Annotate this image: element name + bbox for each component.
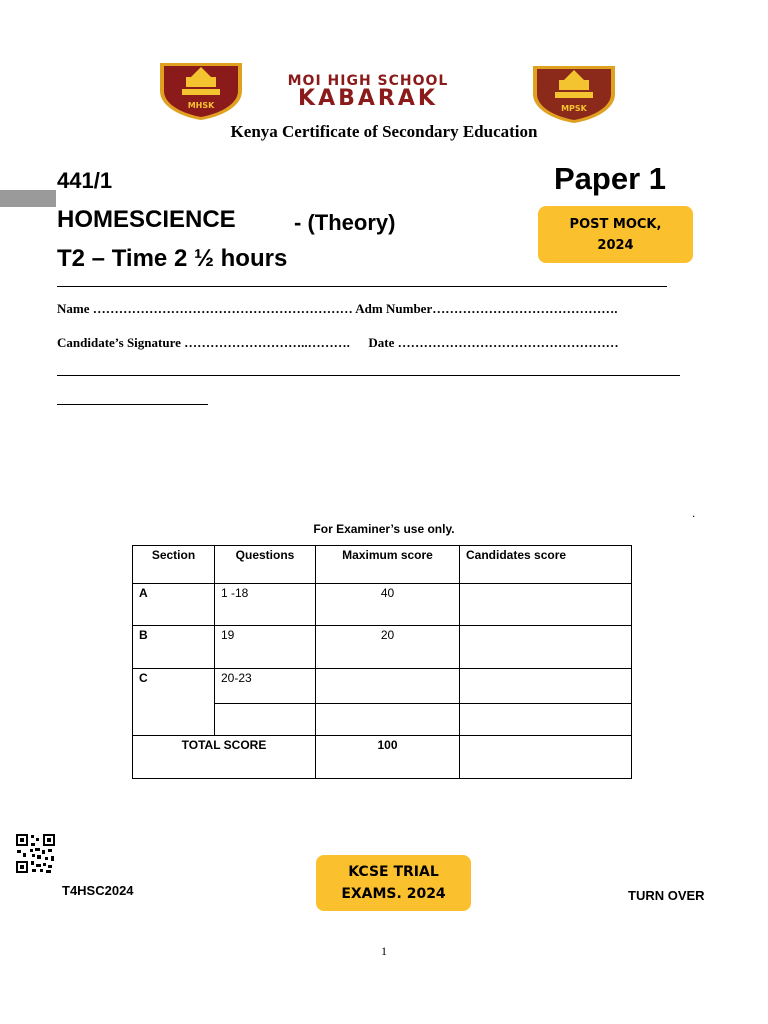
- row-c-candidate-score[interactable]: [460, 669, 632, 704]
- kcse-trial-badge: [316, 855, 471, 911]
- table-total-row: [133, 736, 632, 779]
- row-b-candidate-score[interactable]: [460, 626, 632, 669]
- table-row: [133, 584, 632, 626]
- adm-number-field[interactable]: …………………………………….: [432, 301, 618, 316]
- school-name-line2: KABARAK: [298, 86, 438, 111]
- post-mock-badge-line2: 2024: [597, 238, 634, 253]
- row-c-max: [316, 669, 460, 704]
- post-mock-badge: [538, 206, 693, 263]
- name-field-row: [57, 301, 617, 317]
- table-row: [133, 626, 632, 669]
- exam-time: T2 – Time 2 ½ hours: [57, 245, 288, 272]
- date-label: Date: [368, 335, 395, 350]
- examiner-caption: For Examiner’s use only.: [313, 522, 455, 536]
- crest-right-icon: [531, 64, 617, 124]
- signature-field-row: [57, 335, 619, 351]
- header-candidates-score: Candidates score: [460, 546, 632, 584]
- total-max-score: 100: [316, 736, 460, 779]
- row-c-questions: 20-23: [215, 669, 316, 704]
- short-rule: [57, 404, 208, 405]
- turn-over-label: TURN OVER: [628, 888, 705, 903]
- name-field[interactable]: ……………………………………………………: [92, 301, 353, 316]
- row-c2-candidate-score[interactable]: [460, 704, 632, 736]
- certificate-title: Kenya Certificate of Secondary Education: [230, 122, 538, 141]
- svg-text:MPSK: MPSK: [561, 104, 587, 113]
- svg-text:MHSK: MHSK: [187, 101, 215, 110]
- school-name: [272, 74, 464, 110]
- row-c2-max: [316, 704, 460, 736]
- page-number: 1: [381, 944, 387, 958]
- date-field[interactable]: ……………………………………………: [397, 335, 619, 350]
- row-a-candidate-score[interactable]: [460, 584, 632, 626]
- row-a-questions: 1 -18: [215, 584, 316, 626]
- paper-label: Paper 1: [554, 161, 667, 196]
- side-tab-marker: [0, 190, 56, 207]
- paper-code: 441/1: [57, 168, 113, 193]
- adm-label: Adm Number: [355, 301, 433, 316]
- row-b-max: 20: [316, 626, 460, 669]
- table-row: [133, 669, 632, 704]
- header-rule: [57, 286, 667, 287]
- total-candidate-score[interactable]: [460, 736, 632, 779]
- row-c-section: C: [133, 669, 215, 736]
- signature-label: Candidate’s Signature: [57, 335, 181, 350]
- examiner-score-table: [132, 545, 632, 779]
- signature-field[interactable]: ………………………..……….: [184, 335, 350, 350]
- crest-left-icon: [158, 61, 244, 121]
- total-score-label: TOTAL SCORE: [133, 736, 316, 779]
- header-maximum-score: Maximum score: [316, 546, 460, 584]
- school-name-line1: MOI HIGH SCHOOL: [287, 73, 449, 89]
- header-section: Section: [133, 546, 215, 584]
- subject-title: HOMESCIENCE: [57, 206, 236, 233]
- subject-type: - (Theory): [294, 210, 396, 235]
- table-header-row: [133, 546, 632, 584]
- row-a-max: 40: [316, 584, 460, 626]
- row-b-questions: 19: [215, 626, 316, 669]
- kcse-trial-badge-line1: KCSE TRIAL: [348, 864, 439, 880]
- kcse-trial-badge-line2: EXAMS. 2024: [341, 886, 446, 902]
- stray-dot: .: [692, 506, 696, 520]
- header-questions: Questions: [215, 546, 316, 584]
- footer-code: T4HSC2024: [62, 883, 134, 898]
- row-a-section: A: [133, 584, 215, 626]
- fields-rule: [57, 375, 680, 376]
- row-c2-questions: [215, 704, 316, 736]
- row-b-section: B: [133, 626, 215, 669]
- qr-code-icon: [15, 833, 56, 874]
- post-mock-badge-line1: POST MOCK,: [569, 217, 662, 232]
- name-label: Name: [57, 301, 90, 316]
